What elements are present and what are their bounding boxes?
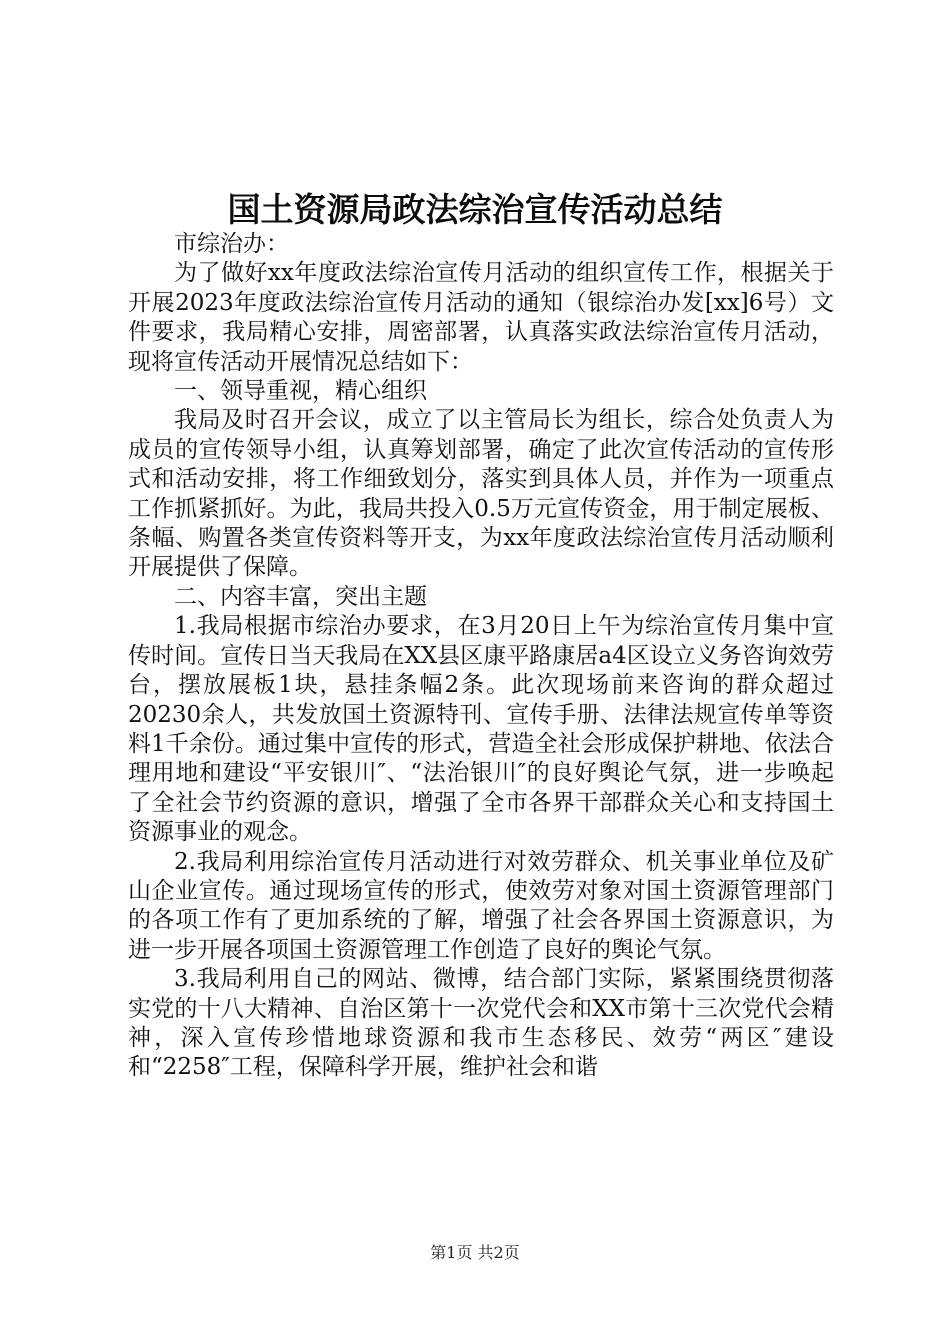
section-heading-1: 一、领导重视，精心组织 bbox=[174, 378, 427, 405]
body-paragraph: 1.我局根据市综治办要求，在3月20日上午为综治宣传月集中宣传时间。宣传日当天我局在XX县区康平路康居a4区设立义务咨询效劳台，摆放展板1块，悬挂条幅2条。此次现场前来咨询的群众超过20230余人，共发放国土资源特刊、宣传手册、法律法规宣传单等资料1千余份。通过集中宣传的形式，营造全社会形成保护耕地、依法合理用地和建设“平安银川″、“法治银川″的良好舆论气氛，进一步唤起了全社会节约资源的意识，增强了全市各界干部群众关心和支持国土资源事业的观念。 bbox=[128, 613, 834, 846]
page-number-footer: 第1页 共2页 bbox=[430, 1243, 520, 1262]
intro-paragraph: 为了做好xx年度政法综治宣传月活动的组织宣传工作，根据关于开展2023年度政法综治宣传月活动的通知（银综治办发[xx]6号）文件要求，我局精心安排，周密部署，认真落实政法综治宣传月活动，现将宣传活动开展情况总结如下： bbox=[128, 260, 834, 375]
document-title: 国土资源局政法综治宣传活动总结 bbox=[227, 190, 723, 229]
salutation: 市综治办： bbox=[174, 231, 289, 257]
section-heading-2: 二、内容丰富，突出主题 bbox=[174, 583, 427, 610]
body-paragraph: 我局及时召开会议，成立了以主管局长为组长，综合处负责人为成员的宣传领导小组，认真筹划部署，确定了此次宣传活动的宣传形式和活动安排，将工作细致划分，落实到具体人员，并作为一项重点工作抓紧抓好。为此，我局共投入0.5万元宣传资金，用于制定展板、条幅、购置各类宣传资料等开支，为xx年度政法综治宣传月活动顺利开展提供了保障。 bbox=[128, 407, 834, 581]
document-body bbox=[128, 230, 834, 1083]
body-paragraph: 3.我局利用自己的网站、微博，结合部门实际，紧紧围绕贯彻落实党的十八大精神、自治区第十一次党代会和XX市第十三次党代会精神，深入宣传珍惜地球资源和我市生态移民、效劳“两区″建设和“2258″工程，保障科学开展，维护社会和谐 bbox=[128, 966, 834, 1081]
body-paragraph: 2.我局利用综治宣传月活动进行对效劳群众、机关事业单位及矿山企业宣传。通过现场宣传的形式，使效劳对象对国土资源管理部门的各项工作有了更加系统的了解，增强了社会各界国土资源意识，为进一步开展各项国土资源管理工作创造了良好的舆论气氛。 bbox=[128, 848, 834, 963]
